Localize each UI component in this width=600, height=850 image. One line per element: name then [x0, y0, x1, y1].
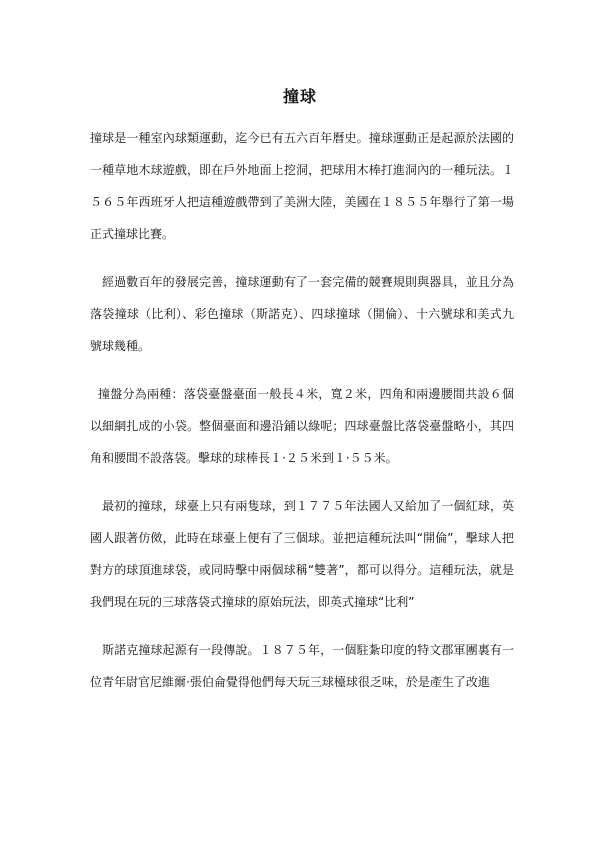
document-title: 撞球 — [282, 87, 317, 106]
paragraph-early-billiards: 最初的撞球，球臺上只有兩隻球，到１７７５年法國人又給加了一個紅球，英國人跟著仿傚，此時在球臺上便有了三個球。並把這種玩法叫“開倫”，擊球人把對方的球頂進球袋，或同時擊中兩個球稱“雙著”，都可以得分。這種玩法，就是我們現在玩的三球落袋式撞球的原始玩法，即英式撞球“比利” — [90, 499, 514, 609]
paragraph-origin: 撞球是一種室內球類運動，迄今已有五六百年曆史。撞球運動正是起源於法國的一種草地木球遊戲，即在戶外地面上挖洞，把球用木棒打進洞內的一種玩法。１５６５年西班牙人把這種遊戲帶到了美洲大陸，美國在１８５５年舉行了第一場正式撞球比賽。 — [90, 131, 514, 241]
paragraph-development: 經過數百年的發展完善，撞球運動有了一套完備的競賽規則與器具，並且分為落袋撞球（比利）、彩色撞球（斯諾克）、四球撞球（開倫）、十六號球和美式九號球幾種。 — [90, 275, 514, 353]
paragraph-snooker-origin: 斯諾克撞球起源有一段傳說。１８７５年，一個駐紮印度的特文郡軍團裏有一位青年尉官尼維爾·張伯侖覺得他們每天玩三球檯球很乏味，於是產生了改進 — [90, 643, 514, 689]
document-body — [90, 122, 514, 714]
paragraph-table: 撞盤分為兩種：落袋臺盤臺面一般長４米，寬２米，四角和兩邊腰間共設６個以細網扎成的小袋。整個臺面和邊沿鋪以綠呢；四球臺盤比落袋臺盤略小，其四角和腰間不設落袋。擊球的球棒長１·２５米到１·５５米。 — [90, 387, 514, 465]
